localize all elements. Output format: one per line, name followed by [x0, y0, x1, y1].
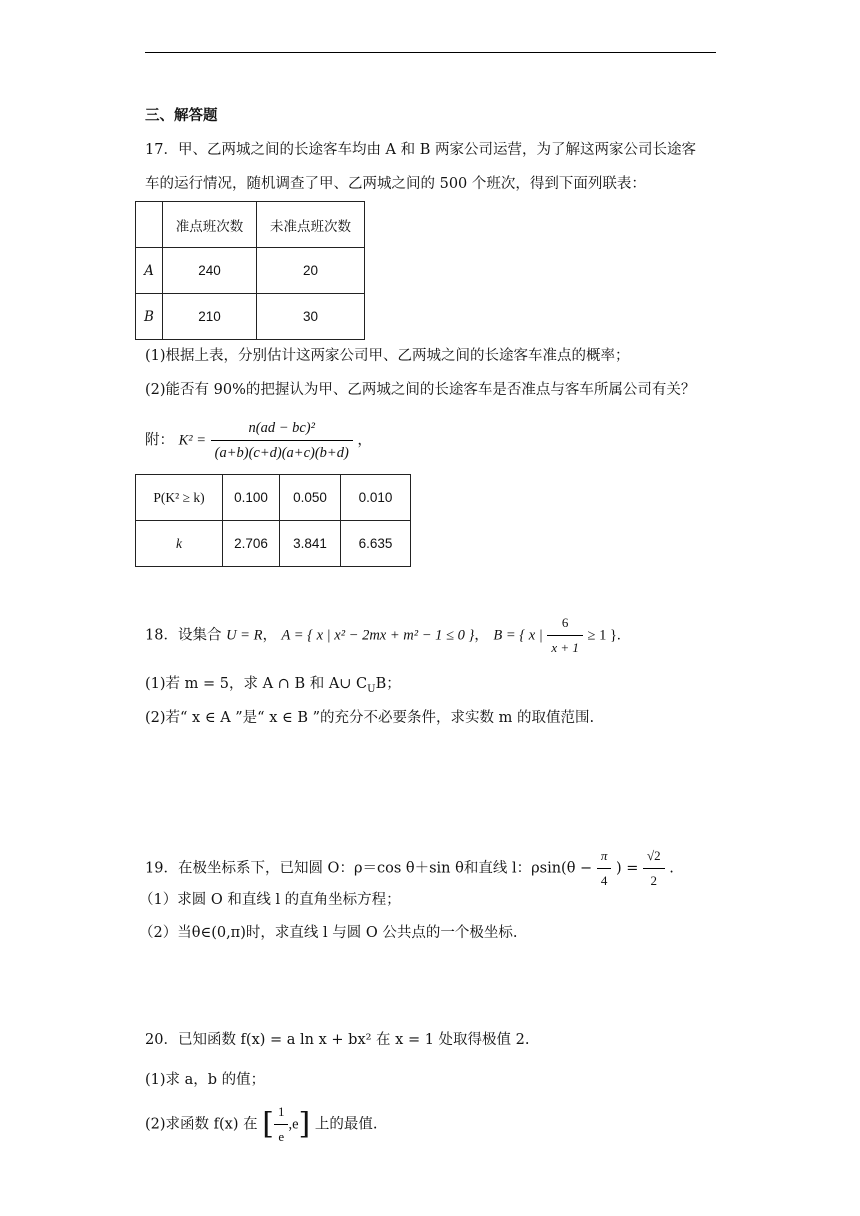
top-rule	[145, 52, 716, 53]
table-cell: k	[136, 521, 223, 567]
q20-sub2	[145, 1102, 377, 1147]
sqrt-numerator: √2	[643, 846, 665, 869]
right-bracket: ]	[298, 1106, 311, 1142]
q19-line1	[145, 846, 674, 891]
table-cell: B	[136, 294, 163, 340]
set-a-definition: A = { x | x² − 2mx + m² − 1 ≤ 0 }	[281, 627, 475, 644]
table-row	[136, 202, 365, 248]
q19-text: 19．在极坐标系下，已知圆 O：ρ＝cos θ＋sin θ和直线 l：ρsin(θ −	[145, 860, 593, 877]
table-cell: 30	[257, 294, 365, 340]
table-cell: 210	[163, 294, 257, 340]
table-header-cell: 未准点班次数	[257, 202, 365, 248]
pi-numerator: π	[597, 846, 612, 869]
set-b-suffix: ≥ 1 }.	[587, 627, 621, 644]
q18-line1: 18．设集合 U = R， A = { x | x² − 2mx + m² − 1 ≤ 0 }， B = { x | $\frac{6}{x + 1}$ ≥ 1 }.	[145, 613, 621, 658]
q18-sub1-text: (1)若 m = 5，求 A ∩ B 和 A∪ C	[145, 676, 368, 692]
left-bracket: [	[262, 1106, 274, 1142]
q19-sub1: （1）求圆 O 和直线 l 的直角坐标方程；	[139, 892, 401, 908]
k2-formula	[145, 418, 372, 463]
interval-denominator: e	[278, 1129, 285, 1144]
table-row	[136, 475, 411, 521]
table-cell: P(K² ≥ k)	[136, 475, 223, 521]
set-b-fraction	[547, 613, 583, 658]
table-cell: 3.841	[280, 521, 341, 567]
q20-sub2-prefix: (2)求函数 f(x) 在	[145, 1116, 258, 1133]
table-cell: 0.010	[341, 475, 411, 521]
q20-sub1: (1)求 a，b 的值；	[145, 1072, 266, 1088]
set-u-definition: U = R	[226, 627, 263, 644]
sqrt2-over-2	[643, 846, 665, 891]
table-cell: A	[136, 248, 163, 294]
pi-over-4	[597, 846, 612, 891]
q19-sub2: （2）当θ∈(0,π)时，求直线 l 与圆 O 公共点的一个极坐标.	[139, 925, 518, 941]
table-header-cell: 准点班次数	[163, 202, 257, 248]
q20-sub2-suffix: 上的最值.	[314, 1116, 378, 1133]
table-cell: 20	[257, 248, 365, 294]
q17-line1: 17．甲、乙两城之间的长途客车均由 A 和 B 两家公司运营，为了解这两家公司长途客	[145, 142, 697, 158]
q19-end: .	[669, 860, 674, 877]
interval-fraction	[274, 1102, 289, 1147]
table-row	[136, 248, 365, 294]
q18-sub1-end: B；	[375, 676, 401, 692]
q20-line1: 20．已知函数 f(x) = a ln x + bx² 在 x = 1 处取得极值 2.	[145, 1032, 530, 1048]
q18-sub1	[145, 674, 401, 700]
formula-prefix: 附：	[145, 432, 174, 449]
critical-value-table	[135, 474, 411, 567]
interval-tail: ,e	[288, 1116, 299, 1133]
set-b-numerator: 6	[547, 613, 583, 636]
set-b-prefix: B = { x |	[493, 627, 543, 644]
q17-sub1: (1)根据上表，分别估计这两家公司甲、乙两城之间的长途客车准点的概率；	[145, 348, 630, 364]
pi-denominator: 4	[600, 873, 608, 888]
q19-mid: ) =	[615, 860, 639, 877]
table-cell: 6.635	[341, 521, 411, 567]
table-cell: 2.706	[223, 521, 280, 567]
table-cell: 0.100	[223, 475, 280, 521]
q18-prefix: 18．设集合	[145, 627, 222, 644]
formula-suffix: ，	[357, 432, 372, 449]
q18-sub2: (2)若“ x ∈ A ”是“ x ∈ B ”的充分不必要条件，求实数 m 的取值范围.	[145, 710, 595, 726]
table-header-cell	[136, 202, 163, 248]
table-cell: 0.050	[280, 475, 341, 521]
table-cell: 240	[163, 248, 257, 294]
complement-subscript: U	[367, 683, 376, 695]
q17-sub2: (2)能否有 90%的把握认为甲、乙两城之间的长途客车是否准点与客车所属公司有关？	[145, 382, 696, 398]
q17-line2: 车的运行情况，随机调查了甲、乙两城之间的 500 个班次，得到下面列联表：	[145, 176, 646, 192]
formula-denominator: (a+b)(c+d)(a+c)(b+d)	[214, 445, 349, 461]
section-title: 三、解答题	[145, 107, 218, 124]
table-row	[136, 521, 411, 567]
sqrt-denominator: 2	[650, 873, 658, 888]
set-b-denominator: x + 1	[551, 640, 579, 655]
formula-numerator: n(ad − bc)²	[211, 418, 353, 441]
formula-lhs: K² =	[178, 432, 207, 449]
interval-numerator: 1	[274, 1102, 289, 1125]
contingency-table	[135, 201, 365, 340]
table-row	[136, 294, 365, 340]
formula-fraction	[211, 418, 353, 463]
